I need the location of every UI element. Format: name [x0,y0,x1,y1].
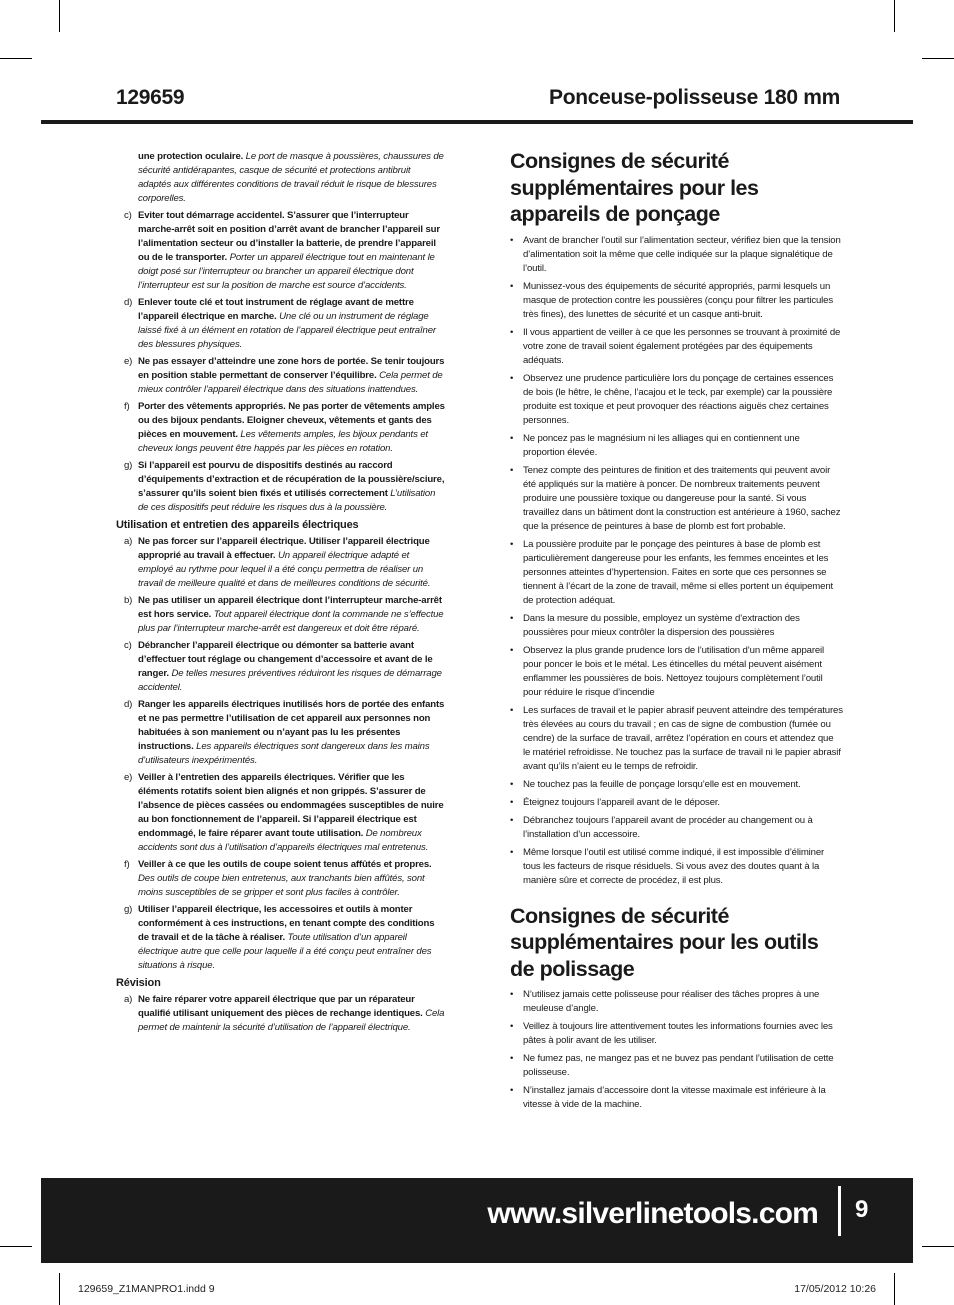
item-italic-text: Un appareil électrique adapté et employé au rythme pour lequel il a été conçu permettra de réaliser un travail de meilleure qualité et dans de meilleures conditions de sécurité. [138,550,431,589]
item-italic-text: De telles mesures préventives réduiront les risques de démarrage accidentel. [138,668,442,693]
crop-mark [59,0,60,32]
item-letter: c) [124,640,132,651]
bullet-item: • Avant de brancher l’outil sur l’alimentation secteur, vérifiez bien que la tension d’alimentation soit la même que celle indiquée sur la plaque signalétique de l’outil. [510,234,843,276]
item-italic-text: Une clé ou un instrument de réglage laissé fixé à un élément en rotation de l’appareil électrique peut entraîner des blessures physiques. [138,311,436,350]
item-letter: e) [124,772,133,783]
bullet-item: • Dans la mesure du possible, employez un système d’extraction des poussières pour mieux contrôler la dispersion des poussières [510,612,843,640]
item-italic-text: Les appareils électriques sont dangereux dans les mains d’utilisateurs inexpérimentés. [138,741,430,766]
item-letter: a) [124,536,133,547]
item-bold-text: une protection oculaire. [138,151,244,162]
safety-list [114,209,446,515]
polishing-bullets [510,988,843,1112]
list-item [114,639,446,695]
subheading: Révision [116,977,161,989]
item-bold-text: Veiller à ce que les outils de coupe soient tenus affûtés et propres. [138,859,432,870]
item-letter: g) [124,460,133,471]
bullet-item: • Ne touchez pas la feuille de ponçage lorsqu’elle est en mouvement. [510,778,843,792]
crop-mark [0,1246,32,1247]
file-slug: 129659_Z1MANPRO1.indd 9 [78,1283,215,1295]
bullet-item: • N’utilisez jamais cette polisseuse pour réaliser des tâches propres à une meuleuse d’angle. [510,988,843,1016]
list-item [114,903,446,973]
list-item [114,400,446,456]
right-column [510,148,843,1116]
item-letter: f) [124,859,130,870]
item-italic-text: Toute utilisation d’un appareil électrique autre que celle pour laquelle il a été conçu peut entraîner des situations à risque. [138,932,432,971]
bullet-item: • Munissez-vous des équipements de sécurité appropriés, parmi lesquels un masque de protection contre les poussières (conçu pour filtrer les particules très fines), des lunettes de sécurité et un casque anti-bruit. [510,280,843,322]
list-item [114,993,446,1035]
bullet-item: • Même lorsque l’outil est utilisé comme indiqué, il est impossible d’éliminer tous les facteurs de risque résiduels. Si vous avez des doutes quant à la manière sûre et correcte de procédez, il est plus. [510,846,843,888]
crop-mark [922,1246,954,1247]
list-item [114,296,446,352]
bullet-item: • Observez la plus grande prudence lors de l’utilisation d’un même appareil pour poncer le bois et le métal. Les étincelles du métal peuvent aisément enflammer les poussières de bois. Nettoyez toujours complètement l’outil pour réduire le risque d’incendie [510,644,843,700]
bullet-item: • Observez une prudence particulière lors du ponçage de certaines essences de bois (le hêtre, le chêne, l’acajou et le teck, par exemple) car la poussière produite est toxique et peut provoquer des réactions aiguës chez certaines personnes. [510,372,843,428]
item-bold-text: Eviter tout démarrage accidentel. S’assurer que l’interrupteur marche-arrêt soit en position d’arrêt avant de brancher l’appareil sur l’alimentation secteur ou d’installer la batterie, de prendre l’appareil ou de le transporter. [138,210,440,263]
crop-mark [59,1273,60,1305]
list-item [114,858,446,900]
bullet-item: • N’installez jamais d’accessoire dont la vitesse maximale est inférieure à la vitesse à vide de la machine. [510,1084,843,1112]
item-bold-text: Si l’appareil est pourvu de dispositifs destinés au raccord d’équipements d’extraction et de récupération de la poussière/sciure, s’assurer qu’ils soient bien fixés et utilisés correctement [138,460,445,499]
item-letter: d) [124,699,133,710]
item-italic-text: Porter un appareil électrique tout en maintenant le doigt posé sur l’interrupteur ou brancher un appareil électrique dont l’interrupteur est sur la position de marche est source d’accidents. [138,252,435,291]
revision-list [114,993,446,1035]
list-item [114,594,446,636]
bullet-item: • Tenez compte des peintures de finition et des traitements qui peuvent avoir été appliqués sur la matière à poncer. De nombreux traitements peuvent produire une poussière toxique ou dangereuse pour la santé. Si vous travaillez dans un bâtiment dont la construction est antérieure à 1960, sachez que la présence de peintures à base de plomb est fort probable. [510,464,843,534]
item-letter: b) [124,595,133,606]
sanding-bullets [510,234,843,888]
bullet-item: • Éteignez toujours l’appareil avant de le déposer. [510,796,843,810]
header-rule [41,120,913,124]
crop-mark [0,58,32,59]
bullet-item: • La poussière produite par le ponçage des peintures à base de plomb est particulièrement dangereuse pour les enfants, les femmes enceintes et les personnes atteintes d’hypertension. Faites en sorte que ces personnes se tiennent à l’écart de la zone de travail, même si elles portent un équipement de protection adéquat. [510,538,843,608]
bullet-item: • Ne poncez pas le magnésium ni les alliages qui en contiennent une proportion élevée. [510,432,843,460]
item-italic-text: L’utilisation de ces dispositifs peut réduire les risques dus à la poussière. [138,488,436,513]
item-italic-text: Cela permet de mieux contrôler l’appareil électrique dans des situations inattendues. [138,370,443,395]
bullet-item: • Ne fumez pas, ne mangez pas et ne buvez pas pendant l’utilisation de cette polisseuse. [510,1052,843,1080]
crop-mark [922,58,954,59]
item-bold-text: Ne pas utiliser un appareil électrique dont l’interrupteur marche-arrêt est hors service. [138,595,442,620]
bullet-item: • Les surfaces de travail et le papier abrasif peuvent atteindre des températures très élevées au cours du travail ; en cas de signe de combustion (fumée ou cendre) de la surface de travail, arrêtez l’opération en cours et attendez que le matériel refroidisse. Ne touchez pas la surface de travail ni le papier abrasif avant qu’ils n’aient eu le temps de refroidir. [510,704,843,774]
item-bold-text: Ne pas forcer sur l’appareil électrique. Utiliser l’appareil électrique approprié au travail à effectuer. [138,536,430,561]
item-italic-text: De nombreux accidents sont dus à l’utilisation d’appareils électriques mal entretenus. [138,828,429,853]
item-italic-text: Des outils de coupe bien entretenus, aux tranchants bien affûtés, sont moins susceptibles de se gripper et sont plus faciles à contrôler. [138,873,425,898]
website-link[interactable]: www.silverlinetools.com [487,1197,818,1230]
page-title: Ponceuse-polisseuse 180 mm [549,86,840,109]
item-bold-text: Ne pas essayer d’atteindre une zone hors de portée. Se tenir toujours en position stable permettant de conserver l’équilibre. [138,356,445,381]
list-item [114,459,446,515]
subheading: Utilisation et entretien des appareils électriques [116,519,359,531]
list-item [114,535,446,591]
page-number: 9 [855,1196,869,1223]
list-item [114,150,446,206]
footer-divider [838,1186,841,1236]
item-letter: g) [124,904,133,915]
usage-list [114,535,446,973]
item-bold-text: Ne faire réparer votre appareil électrique que par un réparateur qualifié utilisant uniquement des pièces de rechange identiques. [138,994,423,1019]
bullet-item: • Veillez à toujours lire attentivement toutes les informations fournies avec les pâtes à polir avant de les utiliser. [510,1020,843,1048]
item-letter: a) [124,994,133,1005]
item-letter: d) [124,297,133,308]
product-code: 129659 [116,86,185,109]
crop-mark [894,1273,895,1305]
list-item [114,771,446,855]
list-item [114,355,446,397]
item-bold-text: Porter des vêtements appropriés. Ne pas porter de vêtements amples ou des bijoux pendants. Eloigner cheveux, vêtements et gants des pièces en mouvement. [138,401,445,440]
left-column [114,150,446,1038]
item-bold-text: Débrancher l’appareil électrique ou démonter sa batterie avant d’effectuer tout réglage ou changement d’accessoire et avant de le ranger. [138,640,433,679]
item-letter: f) [124,401,130,412]
item-bold-text: Veiller à l’entretien des appareils électriques. Vérifier que les éléments rotatifs soient bien alignés et non grippés. S’assurer de l’absence de pièces cassées ou endommagées susceptibles de nuire au bon fonctionnement de l’appareil. Si l’appareil électrique est endommagé, le faire réparer avant toute utilisation. [138,772,444,839]
item-bold-text: Ranger les appareils électriques inutilisés hors de portée des enfants et ne pas permettre l’utilisation de cet appareil aux personnes non habituées à son maniement ou n’ayant pas lu les présentes instructions. [138,699,445,752]
list-item [114,698,446,768]
item-letter: e) [124,356,133,367]
item-bold-text: Enlever toute clé et tout instrument de réglage avant de mettre l’appareil électrique en marche. [138,297,414,322]
list-item [114,209,446,293]
date-slug: 17/05/2012 10:26 [794,1283,876,1295]
footer-band [41,1178,913,1263]
item-italic-text: Cela permet de maintenir la sécurité d’utilisation de l’appareil électrique. [138,1008,445,1033]
item-bold-text: Utiliser l’appareil électrique, les accessoires et outils à monter conformément à ces instructions, en tenant compte des conditions de travail et de la tâche à réaliser. [138,904,435,943]
item-italic-text: Le port de masque à poussières, chaussures de sécurité antidérapantes, casque de sécurité et protections antibruit adaptés aux différentes conditions de travail réduit le risque de blessures corporelles. [138,151,444,204]
item-italic-text: Tout appareil électrique dont la commande ne s’effectue plus par l’interrupteur marche-arrêt est dangereux et doit être réparé. [138,609,444,634]
section-title: Consignes de sécurité supplémentaires pour les appareils de ponçage [510,149,759,226]
section-title: Consignes de sécurité supplémentaires pour les outils de polissage [510,903,819,981]
item-letter: c) [124,210,132,221]
item-italic-text: Les vêtements amples, les bijoux pendants et cheveux longs peuvent être happés par les pièces en rotation. [138,429,428,454]
bullet-item: • Il vous appartient de veiller à ce que les personnes se trouvant à proximité de votre zone de travail soient également protégées par des équipements adéquats. [510,326,843,368]
bullet-item: • Débranchez toujours l’appareil avant de procéder au changement ou à l’installation d’un accessoire. [510,814,843,842]
crop-mark [894,0,895,32]
